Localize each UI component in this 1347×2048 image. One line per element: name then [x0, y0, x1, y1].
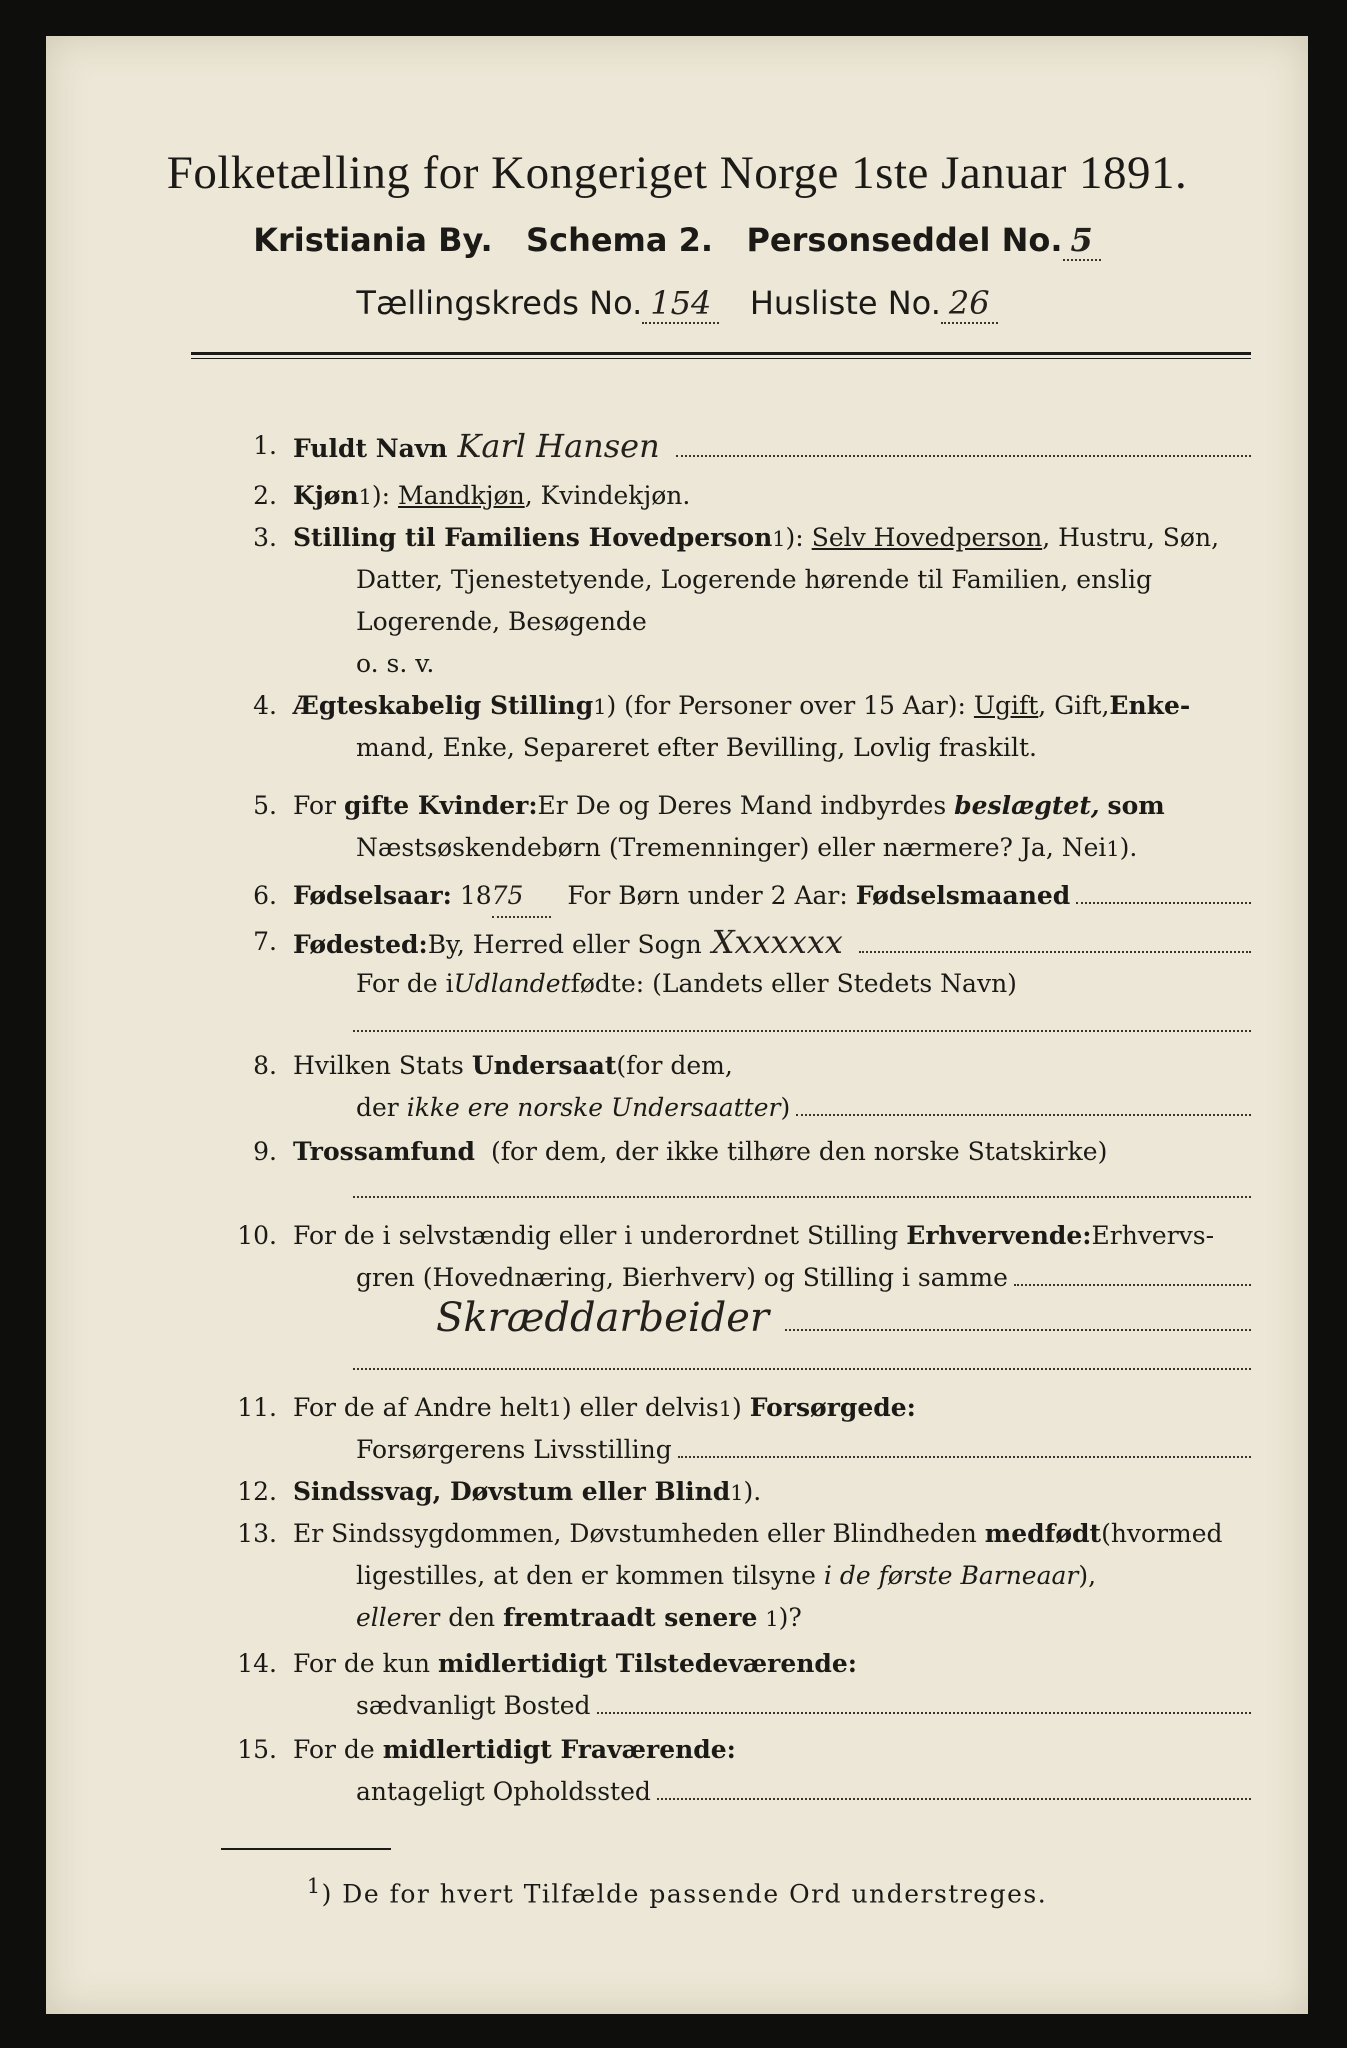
q3-selv: Selv Hovedperson	[811, 523, 1043, 552]
q15-text	[293, 1730, 1251, 1770]
q9-row	[221, 1132, 1251, 1172]
q4-number: 4.	[253, 691, 277, 720]
q3-text-b: , Hustru, Søn,	[1042, 523, 1220, 552]
q13-line3	[356, 1598, 1251, 1639]
q7-row	[221, 922, 1251, 962]
q7-answer-line	[353, 1030, 1251, 1032]
q2-mandkjon: Mandkjøn	[398, 481, 525, 510]
q13-sup: 1	[765, 1607, 779, 1631]
q3-row	[221, 518, 1251, 558]
q5-label: gifte Kvinder:	[343, 791, 538, 820]
q8-label: Undersaat	[471, 1051, 617, 1080]
q5-beslaegtet: beslægtet,	[954, 791, 1100, 820]
q13-number: 13.	[237, 1519, 277, 1548]
q13-line2-b: ),	[1078, 1561, 1097, 1590]
footnote-text: ) De for hvert Tilfælde passende Ord understreges.	[321, 1879, 1048, 1909]
q7-line2-b: fødte: (Landets eller Stedets Navn)	[570, 969, 1017, 998]
q5-row	[221, 786, 1251, 826]
q10-row-2	[221, 1258, 1251, 1298]
q10-text	[293, 1216, 1251, 1256]
q1-number: 1.	[253, 431, 277, 460]
q5-sup: 1	[1106, 837, 1120, 861]
q4-text-a: ) (for Personer over 15 Aar):	[606, 691, 966, 720]
q3-text	[293, 518, 1251, 559]
q3-line4: o. s. v.	[356, 649, 435, 678]
q4-sup: 1	[593, 695, 607, 719]
q15-text-a: For de	[293, 1735, 375, 1764]
q4-row-2	[221, 728, 1251, 768]
q4-label: Ægteskabelig Stilling	[293, 691, 594, 720]
q14-dots	[597, 1688, 1251, 1714]
q13-line3-a: er den	[413, 1603, 496, 1632]
q11-row	[221, 1388, 1251, 1428]
husliste-label: Husliste No.	[749, 284, 941, 322]
q15-row	[221, 1730, 1251, 1770]
q7-row-2	[221, 964, 1251, 1004]
q13-text-a: Er Sindssygdommen, Døvstumheden eller Blindheden	[293, 1519, 977, 1548]
census-form	[46, 36, 1308, 2014]
q5-number: 5.	[253, 791, 277, 820]
personseddel-number: 5	[1063, 221, 1101, 261]
q9-number: 9.	[253, 1137, 277, 1166]
q15-dots	[657, 1774, 1251, 1800]
q9-text-a: (for dem, der ikke tilhøre den norske Statskirke)	[490, 1137, 1108, 1166]
q3-text-a: ):	[785, 523, 804, 552]
q6-text-a: For Børn under 2 Aar:	[567, 881, 848, 910]
q8-line2-i: ikke ere norske Undersaatter	[406, 1093, 781, 1122]
footnote	[46, 1874, 1308, 1908]
form-title: Folketælling for Kongeriget Norge 1ste Januar 1891.	[166, 147, 1188, 199]
q13-row	[221, 1514, 1251, 1554]
q10-text-a: For de i selvstændig eller i underordnet Stilling	[293, 1221, 899, 1250]
q14-row	[221, 1644, 1251, 1684]
kreds-label: Tællingskreds No.	[356, 284, 643, 322]
q6-dots	[1076, 878, 1251, 904]
q13-line2-a: ligestilles, at den er kommen tilsyne	[356, 1561, 816, 1590]
q11-text-b: ) eller delvis	[561, 1393, 719, 1422]
q8-line2	[356, 1088, 1251, 1128]
q10-row	[221, 1216, 1251, 1256]
q14-line2	[356, 1686, 1251, 1726]
q3-line3: Logerende, Besøgende	[356, 607, 647, 636]
q8-row-2	[221, 1088, 1251, 1128]
q8-text	[293, 1046, 1251, 1086]
q10-line3	[356, 1295, 1251, 1341]
q15-number: 15.	[237, 1735, 277, 1764]
q3-row-3	[221, 602, 1251, 642]
q2-row	[221, 476, 1251, 516]
birth-year-prefix: 18	[459, 881, 492, 910]
personseddel-label: Personseddel No.	[746, 221, 1063, 259]
birthplace-value: Xxxxxxx	[711, 923, 843, 961]
q10-line2	[356, 1258, 1251, 1298]
q4-line2: mand, Enke, Separeret efter Bevilling, Lovlig fraskilt.	[356, 733, 1037, 762]
q4-text-b: , Gift,	[1038, 691, 1110, 720]
q11-line2	[356, 1430, 1251, 1470]
q6-label2: Fødselsmaaned	[855, 881, 1071, 910]
q13-text	[293, 1514, 1251, 1554]
q14-number: 14.	[237, 1649, 277, 1678]
q10-text-b: Erhvervs-	[1091, 1221, 1215, 1250]
q6-text	[293, 876, 1251, 918]
q15-line2	[356, 1772, 1251, 1812]
q8-number: 8.	[253, 1051, 277, 1080]
q4-enke: Enke-	[1109, 691, 1191, 720]
occupation-value: Skræddarbeider	[436, 1295, 770, 1341]
q7-udlandet: Udlandet	[453, 969, 571, 998]
q8-line2-b: )	[780, 1093, 791, 1122]
q11-row-2	[221, 1430, 1251, 1470]
q3-row-2	[221, 560, 1251, 600]
q13-row-3	[221, 1598, 1251, 1638]
q11-sup1: 1	[548, 1397, 562, 1421]
q10-answer-line	[353, 1368, 1251, 1370]
schema: Schema 2.	[526, 221, 714, 259]
q11-text	[293, 1388, 1251, 1429]
footnote-sup: 1	[306, 1874, 322, 1898]
q14-text	[293, 1644, 1251, 1684]
q1-label: Fuldt Navn	[293, 434, 448, 463]
q11-line2-text: Forsørgerens Livsstilling	[356, 1435, 672, 1464]
q1-row	[221, 426, 1251, 466]
q7-number: 7.	[253, 927, 277, 956]
q5-text-a: For	[293, 791, 336, 820]
q8-text-a: Hvilken Stats	[293, 1051, 464, 1080]
q9-label: Trossamfund	[293, 1137, 476, 1166]
q5-row-2	[221, 828, 1251, 868]
birth-year-value: 75	[492, 876, 552, 918]
q14-row-2	[221, 1686, 1251, 1726]
q10-number: 10.	[237, 1221, 277, 1250]
q7-line2	[356, 964, 1251, 1004]
q7-text	[293, 922, 1251, 965]
q5-line2	[356, 828, 1251, 869]
q5-text-b: Er De og Deres Mand indbyrdes	[537, 791, 947, 820]
q2-text-b: , Kvindekjøn.	[524, 481, 691, 510]
q4-text	[293, 686, 1251, 727]
q13-line3-i: eller	[356, 1603, 414, 1632]
q13-text-b: (hvormed	[1101, 1519, 1223, 1548]
q3-sup: 1	[772, 527, 786, 551]
form-counts	[46, 284, 1308, 322]
q5-text	[293, 786, 1251, 826]
q10-row-3	[221, 1295, 1251, 1348]
q9-answer-line	[353, 1196, 1251, 1198]
q6-label: Fødselsaar:	[293, 881, 452, 910]
q3-row-4	[221, 644, 1251, 684]
q5-text-c: som	[1107, 791, 1165, 820]
q10-dots-2	[785, 1305, 1251, 1331]
q13-line2	[356, 1556, 1251, 1596]
q4-row	[221, 686, 1251, 726]
q5-line2-text: Næstsøskendebørn (Tremenninger) eller nærmere? Ja, Nei	[356, 833, 1107, 862]
kreds-number: 154	[642, 284, 719, 324]
q2-number: 2.	[253, 481, 277, 510]
q13-label: medfødt	[984, 1519, 1102, 1548]
q12-tail: ).	[743, 1477, 762, 1506]
q12-number: 12.	[237, 1477, 277, 1506]
q2-sup: 1	[358, 485, 372, 509]
q10-label: Erhvervende:	[906, 1221, 1092, 1250]
q13-line2-i: i de første Barneaar	[823, 1561, 1079, 1590]
form-subtitle	[46, 221, 1308, 259]
q10-line2-text: gren (Hovednæring, Bierhverv) og Stilling i samme	[356, 1263, 1008, 1292]
q12-label: Sindssvag, Døvstum eller Blind	[293, 1477, 731, 1506]
q13-line3-c: )?	[778, 1603, 802, 1632]
husliste-number: 26	[941, 284, 998, 324]
q3-label: Stilling til Familiens Hovedperson	[293, 523, 773, 552]
q14-label: midlertidigt Tilstedeværende:	[437, 1649, 858, 1678]
q1-dots	[676, 431, 1251, 457]
q15-line2-text: antageligt Opholdssted	[356, 1777, 651, 1806]
q15-label: midlertidigt Fraværende:	[382, 1735, 736, 1764]
q9-text	[293, 1132, 1251, 1172]
q12-row	[221, 1472, 1251, 1512]
q7-line2-a: For de i	[356, 969, 454, 998]
header-rule	[191, 352, 1251, 359]
q8-dots	[796, 1090, 1251, 1116]
q14-text-a: For de kun	[293, 1649, 431, 1678]
q2-text-a: ):	[371, 481, 391, 510]
q5-tail: ).	[1119, 833, 1138, 862]
full-name-value: Karl Hansen	[457, 427, 660, 465]
q11-label: Forsørgede:	[749, 1393, 916, 1422]
q2-label: Kjøn	[293, 481, 359, 510]
q8-row	[221, 1046, 1251, 1086]
q14-line2-text: sædvanligt Bosted	[356, 1691, 591, 1720]
q11-number: 11.	[237, 1393, 277, 1422]
q11-dots	[678, 1432, 1251, 1458]
q1-text	[293, 426, 1251, 469]
q7-dots	[859, 927, 1251, 953]
q3-number: 3.	[253, 523, 277, 552]
q15-row-2	[221, 1772, 1251, 1812]
q6-number: 6.	[253, 881, 277, 910]
q11-text-a: For de af Andre helt	[293, 1393, 549, 1422]
footnote-rule	[221, 1848, 391, 1850]
q11-text-c: )	[732, 1393, 742, 1422]
q11-sup2: 1	[718, 1397, 733, 1421]
q10-dots	[1014, 1260, 1251, 1286]
city: Kristiania By.	[253, 221, 493, 259]
q13-line3-b: fremtraadt senere	[503, 1603, 758, 1632]
q3-line2: Datter, Tjenestetyende, Logerende hørende til Familien, enslig	[356, 565, 1153, 594]
q8-text-b: (for dem,	[616, 1051, 733, 1080]
q8-line2-a: der	[356, 1093, 399, 1122]
q12-sup: 1	[730, 1481, 744, 1505]
q7-text-a: By, Herred eller Sogn	[427, 930, 702, 959]
q7-label: Fødested:	[293, 930, 428, 959]
q2-text	[293, 476, 1251, 517]
q4-ugift: Ugift	[973, 691, 1039, 720]
q13-row-2	[221, 1556, 1251, 1596]
q6-row	[221, 876, 1251, 916]
q12-text	[293, 1472, 1251, 1513]
